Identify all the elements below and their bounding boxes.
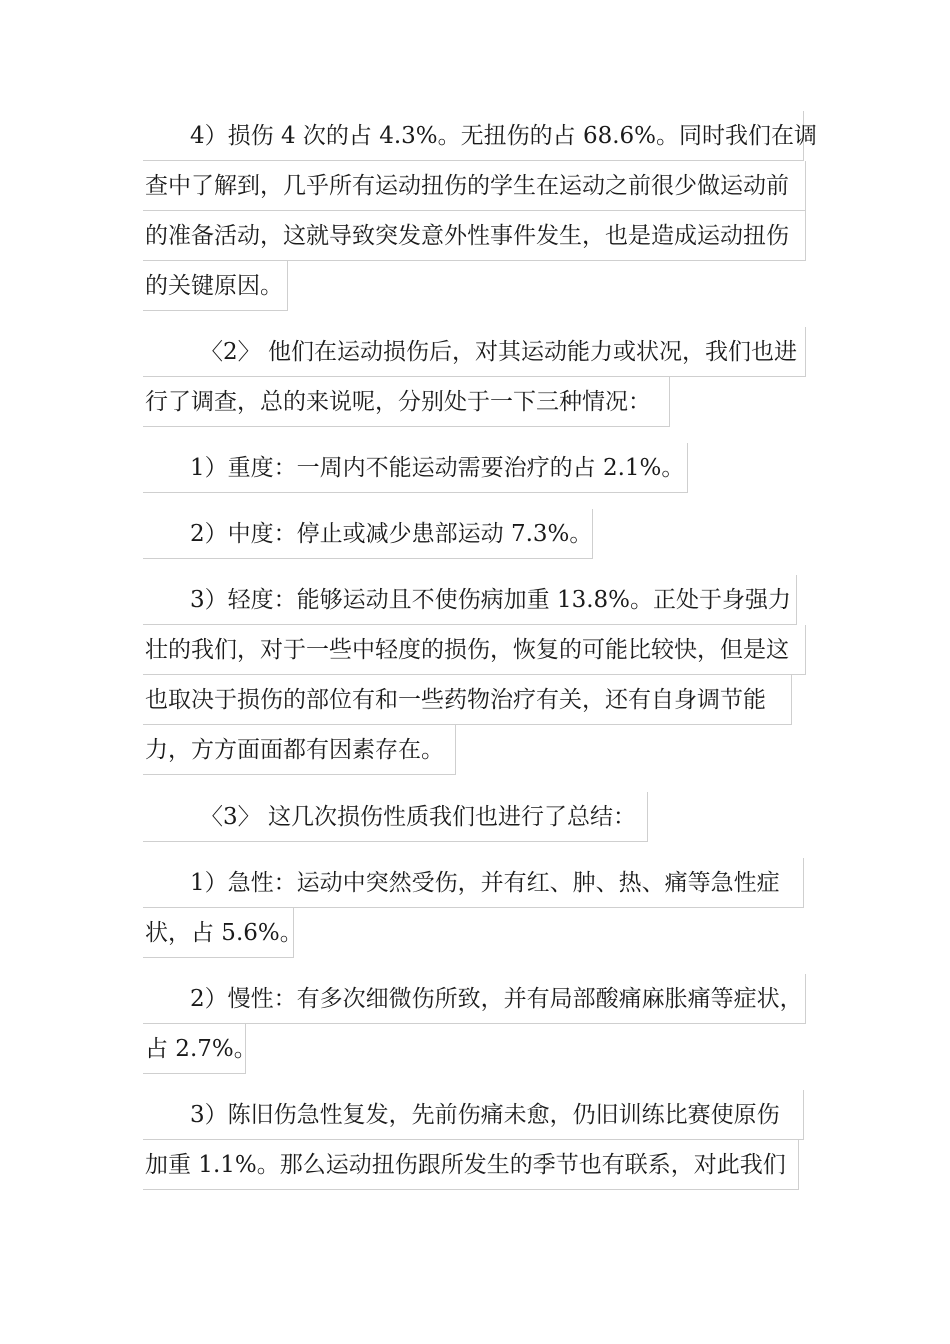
text-line: 也取决于损伤的部位有和一些药物治疗有关，还有自身调节能	[143, 675, 792, 725]
text-line: 占 2.7%。	[143, 1024, 246, 1074]
text-line: 状，占 5.6%。	[143, 908, 294, 958]
text-line: 1）重度：一周内不能运动需要治疗的占 2.1%。	[143, 443, 688, 493]
text-line: 3）轻度：能够运动且不使伤病加重 13.8%。正处于身强力	[143, 575, 797, 625]
text-line: 〈2〉 他们在运动损伤后，对其运动能力或状况，我们也进	[143, 327, 806, 377]
text-line: 2）慢性：有多次细微伤所致，并有局部酸痛麻胀痛等症状，	[143, 974, 806, 1024]
text-line: 的准备活动，这就导致突发意外性事件发生，也是造成运动扭伤	[143, 211, 806, 261]
text-line: 〈3〉 这几次损伤性质我们也进行了总结：	[143, 792, 648, 842]
text-line: 1）急性：运动中突然受伤，并有红、肿、热、痛等急性症	[143, 858, 804, 908]
text-line: 查中了解到，几乎所有运动扭伤的学生在运动之前很少做运动前	[143, 161, 806, 211]
text-line: 的关键原因。	[143, 261, 288, 311]
text-line: 行了调查，总的来说呢，分别处于一下三种情况：	[143, 377, 670, 427]
text-line: 加重 1.1%。那么运动扭伤跟所发生的季节也有联系，对此我们	[143, 1140, 799, 1190]
text-line: 2）中度：停止或减少患部运动 7.3%。	[143, 509, 593, 559]
text-line: 4）损伤 4 次的占 4.3%。无扭伤的占 68.6%。同时我们在调	[143, 111, 804, 161]
text-line: 3）陈旧伤急性复发，先前伤痛未愈，仍旧训练比赛使原伤	[143, 1090, 804, 1140]
text-line: 力，方方面面都有因素存在。	[143, 725, 456, 775]
text-line: 壮的我们，对于一些中轻度的损伤，恢复的可能比较快，但是这	[143, 625, 806, 675]
